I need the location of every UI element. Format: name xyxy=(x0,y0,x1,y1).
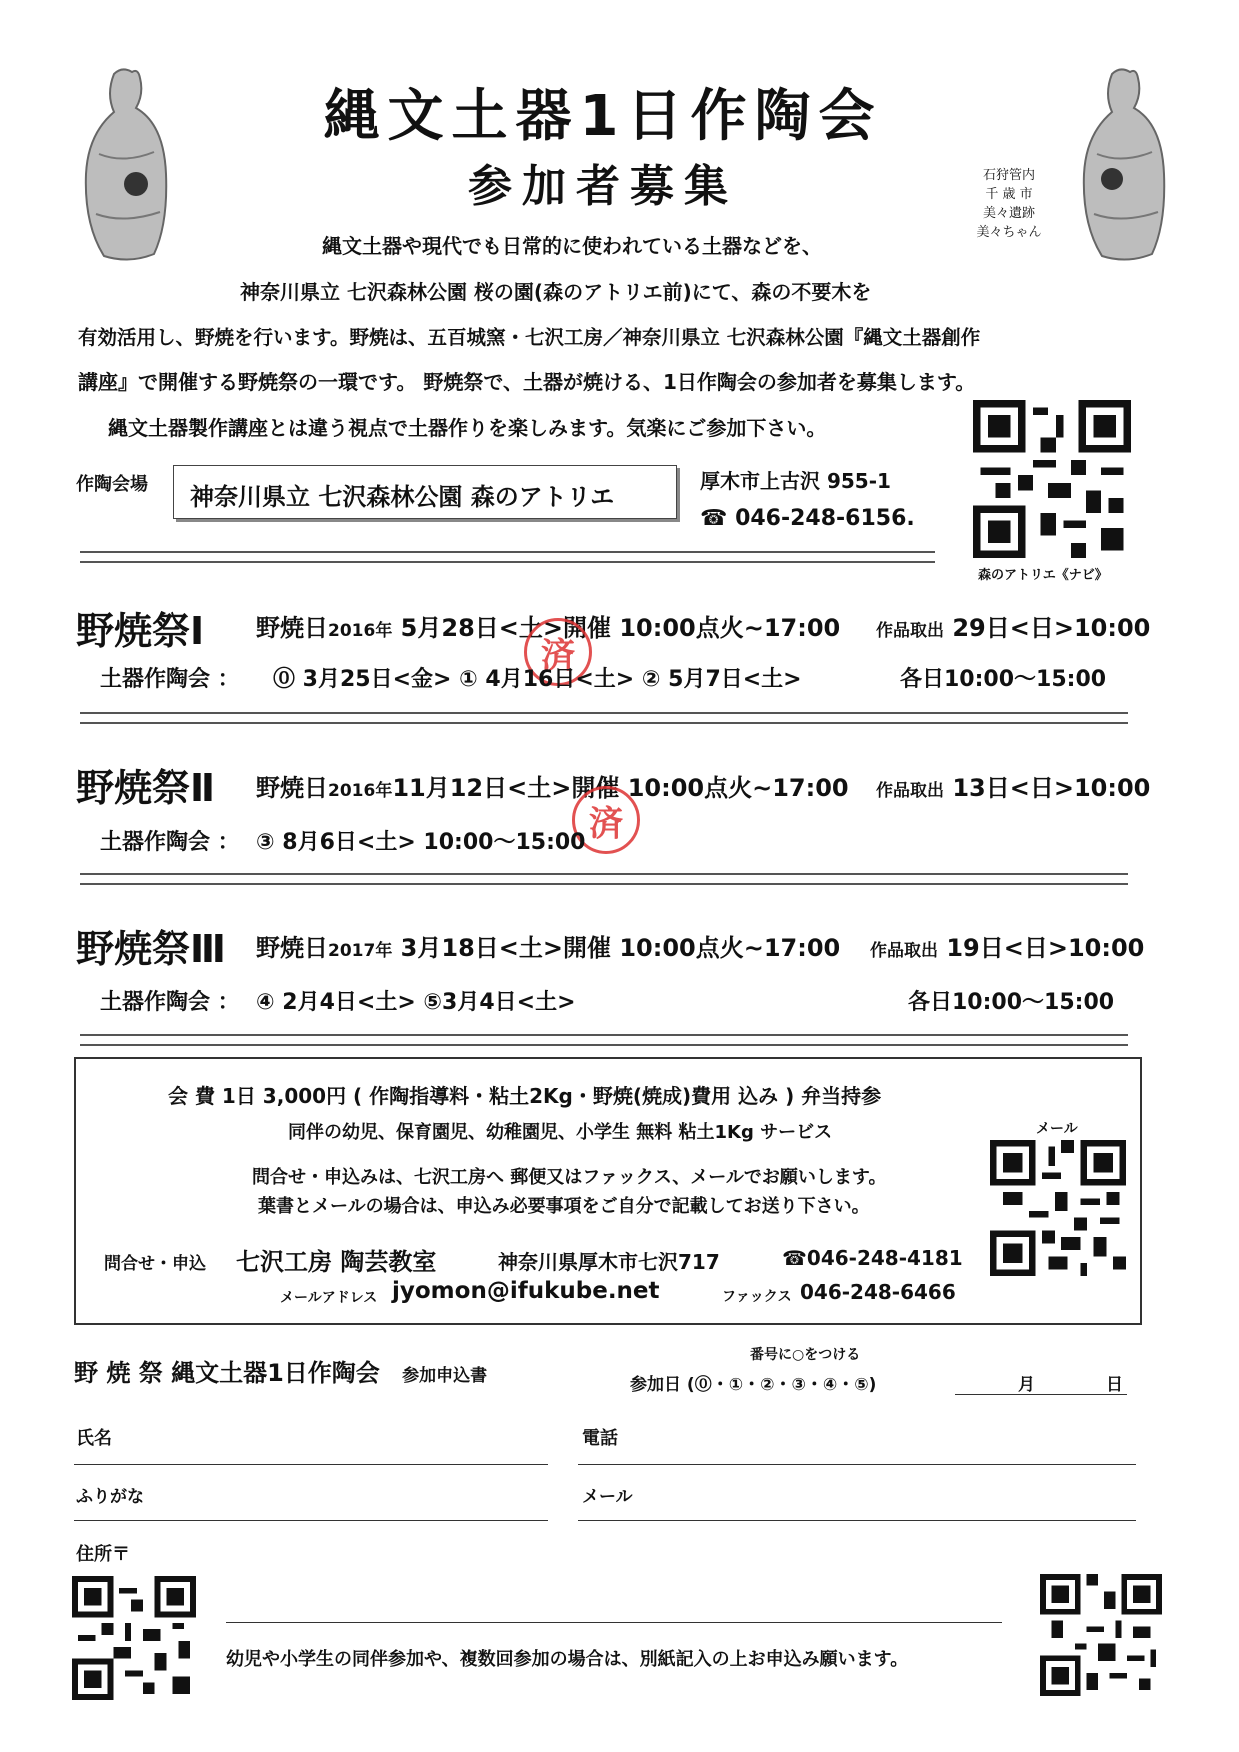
event-2-sessions-label: 土器作陶会 ： xyxy=(100,830,240,855)
year: 2016年 xyxy=(328,621,393,641)
inquiry-note-line: 葉書とメールの場合は、申込み必要事項をご自分で記載してお送り下さい。 xyxy=(258,1196,870,1217)
pickup-date: 19日<日>10:00 xyxy=(938,934,1145,962)
divider xyxy=(80,712,1128,724)
event-3-title: 野焼祭Ⅲ xyxy=(76,927,226,971)
intro-line: 縄文土器や現代でも日常的に使われている土器などを、 xyxy=(322,234,822,258)
mail-qr-code xyxy=(990,1140,1126,1276)
mail-label: メール xyxy=(582,1487,633,1507)
qr-code-bottom-left xyxy=(72,1576,196,1700)
divider xyxy=(80,551,935,563)
form-title xyxy=(74,1353,487,1388)
email-label: メールアドレス xyxy=(280,1290,378,1306)
companion-line: 同伴の幼児、保育園児、幼稚園児、小学生 無料 粘土1Kg サービス xyxy=(288,1122,833,1143)
phone-label: 電話 xyxy=(582,1428,618,1449)
event-1-sessions: ⓪ 3月25日<金> ① 4月16日<土> ② 5月7日<土> xyxy=(273,667,802,692)
event-2-date xyxy=(256,768,849,803)
pickup-label: 作品取出 xyxy=(870,941,938,961)
name-field[interactable] xyxy=(74,1418,548,1465)
date-label: 野焼日 xyxy=(256,934,328,962)
event-3-pickup xyxy=(870,928,1144,963)
figure-caption xyxy=(975,166,1043,242)
venue-label: 作陶会場 xyxy=(76,474,148,495)
participation-day-options[interactable]: 参加日 (⓪・①・②・③・④・⑤) xyxy=(630,1375,877,1395)
caption-line: 石狩管内 xyxy=(982,168,1035,183)
furigana-label: ふりがな xyxy=(76,1487,144,1507)
mail-field[interactable] xyxy=(578,1476,1136,1521)
event-1-hours: 各日10:00～15:00 xyxy=(900,667,1107,692)
fax-label: ファックス xyxy=(722,1289,792,1305)
qr-label-mail: メール xyxy=(1036,1121,1078,1137)
contact-label: 問合せ・申込 xyxy=(104,1254,206,1274)
fax-number: 046-248-6466 xyxy=(800,1280,956,1304)
date: 5月28日<土>開催 10:00点火~17:00 xyxy=(392,614,841,642)
contact-name: 七沢工房 陶芸教室 xyxy=(236,1248,437,1276)
event-1-title: 野焼祭Ⅰ xyxy=(76,609,205,653)
contact-address: 神奈川県厚木市七沢717 xyxy=(498,1250,720,1274)
venue-name: 神奈川県立 七沢森林公園 森のアトリエ xyxy=(173,465,677,519)
event-3-sessions-label: 土器作陶会 ： xyxy=(100,990,240,1015)
year: 2017年 xyxy=(328,941,393,961)
address-label: 住所〒 xyxy=(76,1544,130,1565)
venue-phone: ☎ 046-248-6156. xyxy=(700,506,915,531)
dogu-figurine-right xyxy=(1072,64,1182,264)
event-1-pickup xyxy=(876,608,1150,643)
event-3-sessions: ④ 2月4日<土> ⑤3月4日<土> xyxy=(256,990,576,1015)
date-field[interactable] xyxy=(955,1366,1127,1395)
date: 11月12日<土>開催 10:00点火~17:00 xyxy=(392,774,849,802)
event-2-sessions: ③ 8月6日<土> 10:00～15:00 xyxy=(256,830,586,855)
dogu-figurine-left xyxy=(74,64,184,264)
day-label: 日 xyxy=(1106,1375,1123,1395)
name-label: 氏名 xyxy=(76,1428,112,1449)
event-3-hours: 各日10:00～15:00 xyxy=(908,990,1115,1015)
page-title: 縄文土器1日作陶会 xyxy=(323,84,883,149)
venue-address: 厚木市上古沢 955-1 xyxy=(700,469,891,493)
event-2-title: 野焼祭Ⅱ xyxy=(76,766,216,810)
atelier-navi-qr-code xyxy=(972,400,1132,558)
intro-line: 縄文土器製作講座とは違う視点で土器作りを楽しみます。気楽にご参加下さい。 xyxy=(108,416,827,440)
address-field[interactable] xyxy=(226,1586,1002,1623)
pickup-label: 作品取出 xyxy=(876,621,944,641)
form-subtitle: 参加申込書 xyxy=(402,1366,488,1386)
event-3-date xyxy=(256,928,840,963)
caption-line: 美々遺跡 xyxy=(982,206,1035,221)
contact-phone: ☎046-248-4181 xyxy=(782,1246,963,1270)
completed-stamp: 済 xyxy=(524,618,592,686)
intro-line: 講座』で開催する野焼祭の一環です。 野焼祭で、土器が焼ける、1日作陶会の参加者を募集します。 xyxy=(78,370,976,394)
pickup-label: 作品取出 xyxy=(876,781,944,801)
caption-line: 千 歳 市 xyxy=(985,187,1033,202)
email-link[interactable]: jyomon@ifukube.net xyxy=(392,1278,660,1304)
page-subtitle: 参加者募集 xyxy=(468,161,738,212)
date: 3月18日<土>開催 10:00点火~17:00 xyxy=(392,934,841,962)
furigana-field[interactable] xyxy=(74,1476,548,1521)
form-title-text: 野 焼 祭 縄文土器1日作陶会 xyxy=(74,1359,380,1387)
intro-line: 神奈川県立 七沢森林公園 桜の園(森のアトリエ前)にて、森の不要木を xyxy=(240,280,872,304)
qr-code-bottom-right xyxy=(1040,1574,1162,1696)
date-label: 野焼日 xyxy=(256,614,328,642)
divider xyxy=(80,873,1128,885)
companion-note: 幼児や小学生の同伴参加や、複数回参加の場合は、別紙記入の上お申込み願います。 xyxy=(226,1649,909,1670)
pickup-date: 29日<日>10:00 xyxy=(944,614,1151,642)
inquiry-line: 問合せ・申込みは、七沢工房へ 郵便又はファックス、メールでお願いします。 xyxy=(252,1167,887,1188)
circle-hint: 番号に○をつける xyxy=(750,1347,861,1363)
pickup-date: 13日<日>10:00 xyxy=(944,774,1151,802)
event-2-pickup xyxy=(876,768,1150,803)
fee-line: 会 費 1日 3,000円 ( 作陶指導料・粘土2Kg・野焼(焼成)費用 込み ) 弁当持参 xyxy=(168,1084,882,1108)
event-1-sessions-label: 土器作陶会 ： xyxy=(100,667,240,692)
date-label: 野焼日 xyxy=(256,774,328,802)
divider xyxy=(80,1034,1128,1046)
intro-line: 有効活用し、野焼を行います。野焼は、五百城窯・七沢工房／神奈川県立 七沢森林公園『縄文土器創作 xyxy=(78,326,981,349)
month-label: 月 xyxy=(1018,1375,1035,1395)
completed-stamp: 済 xyxy=(572,786,640,854)
caption-line: 美々ちゃん xyxy=(976,225,1042,240)
year: 2016年 xyxy=(328,781,393,801)
phone-field[interactable] xyxy=(578,1418,1136,1465)
qr-caption-atelier-navi: 森のアトリエ《ナビ》 xyxy=(978,568,1108,583)
